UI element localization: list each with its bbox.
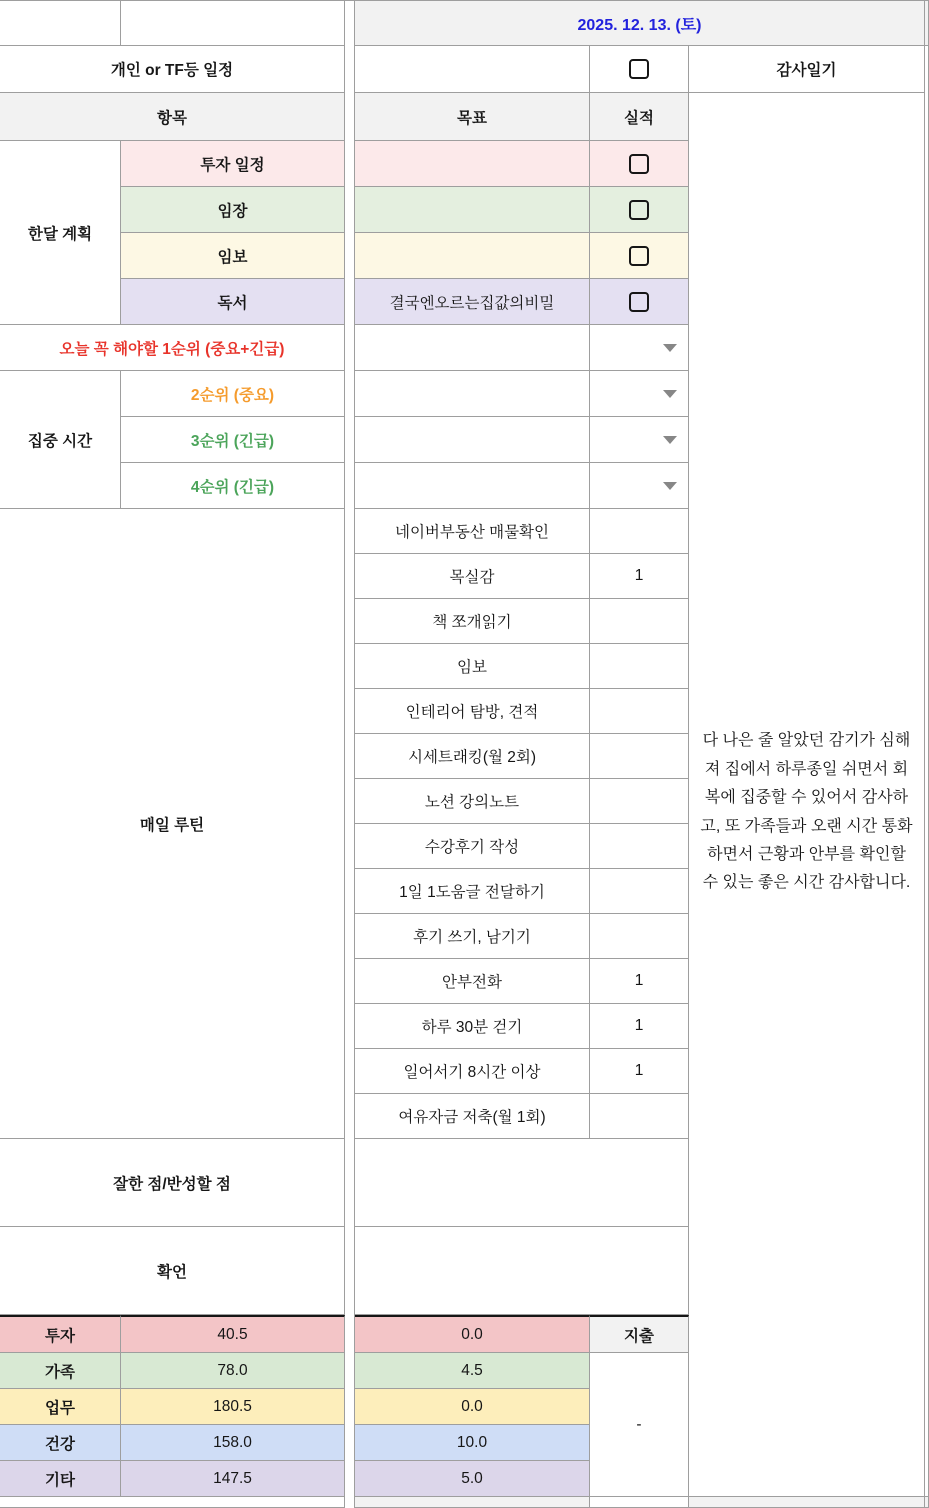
stats-actual-value[interactable]: 0.0 — [355, 1315, 590, 1353]
routine-goal-cell[interactable]: 수강후기 작성 — [355, 824, 590, 869]
chevron-down-icon[interactable] — [663, 482, 677, 490]
month-plan-actual-cell[interactable] — [590, 279, 689, 325]
stats-category-label: 업무 — [0, 1389, 121, 1425]
month-plan-goal-cell[interactable]: 결국엔오르는집값의비밀 — [355, 279, 590, 325]
routine-goal-cell[interactable]: 임보 — [355, 644, 590, 689]
routine-goal-cell[interactable]: 일어서기 8시간 이상 — [355, 1049, 590, 1094]
top-left-empty-cell-2 — [121, 1, 345, 46]
month-plan-actual-cell[interactable] — [590, 187, 689, 233]
focus-goal-cell[interactable] — [355, 371, 590, 417]
routine-goal-cell[interactable]: 안부전화 — [355, 959, 590, 1004]
routine-actual-cell[interactable] — [590, 644, 689, 689]
bottom-partial-goal — [355, 1497, 590, 1508]
month-plan-goal-cell[interactable] — [355, 233, 590, 279]
journal-header-label: 감사일기 — [689, 46, 925, 93]
stats-actual-value[interactable]: 5.0 — [355, 1461, 590, 1497]
chevron-down-icon[interactable] — [663, 344, 677, 352]
schedule-goal-cell[interactable] — [355, 46, 590, 93]
stats-category-label: 건강 — [0, 1425, 121, 1461]
stats-actual-value[interactable]: 4.5 — [355, 1353, 590, 1389]
priority1-goal-cell[interactable] — [355, 325, 590, 371]
routine-actual-cell[interactable] — [590, 824, 689, 869]
stats-goal-value[interactable]: 78.0 — [121, 1353, 345, 1389]
schedule-label: 개인 or TF등 일정 — [0, 46, 345, 93]
month-plan-goal-cell[interactable] — [355, 187, 590, 233]
stats-goal-value[interactable]: 158.0 — [121, 1425, 345, 1461]
bottom-partial-actual — [590, 1497, 689, 1508]
priority-actual-dropdown-cell[interactable] — [590, 417, 689, 463]
priority1-label: 오늘 꼭 해야할 1순위 (중요+긴급) — [0, 325, 345, 371]
focus-priority-label: 2순위 (중요) — [121, 371, 345, 417]
month-plan-actual-cell[interactable] — [590, 141, 689, 187]
routine-actual-cell[interactable] — [590, 1094, 689, 1139]
affirmation-content-cell[interactable] — [355, 1227, 689, 1315]
header-goal: 목표 — [355, 93, 590, 141]
routine-goal-cell[interactable]: 목실감 — [355, 554, 590, 599]
stats-goal-value[interactable]: 147.5 — [121, 1461, 345, 1497]
routine-goal-cell[interactable]: 책 쪼개읽기 — [355, 599, 590, 644]
chevron-down-icon[interactable] — [663, 390, 677, 398]
top-left-empty-cell — [0, 1, 121, 46]
stats-goal-value[interactable]: 40.5 — [121, 1315, 345, 1353]
routine-actual-cell[interactable] — [590, 734, 689, 779]
focus-priority-label: 4순위 (긴급) — [121, 463, 345, 509]
checkbox-icon[interactable] — [629, 246, 649, 266]
month-plan-item-label: 독서 — [121, 279, 345, 325]
routine-actual-cell[interactable] — [590, 779, 689, 824]
daily-routine-label: 매일 루틴 — [0, 509, 345, 1139]
month-plan-goal-cell[interactable] — [355, 141, 590, 187]
expense-header: 지출 — [590, 1315, 689, 1353]
header-actual: 실적 — [590, 93, 689, 141]
schedule-actual-cell — [590, 46, 689, 93]
focus-time-label: 집중 시간 — [0, 371, 121, 509]
frozen-pane-divider — [345, 1, 355, 1508]
stats-category-label: 투자 — [0, 1315, 121, 1353]
routine-goal-cell[interactable]: 노션 강의노트 — [355, 779, 590, 824]
stats-goal-value[interactable]: 180.5 — [121, 1389, 345, 1425]
date-header: 2025. 12. 13. (토) — [355, 1, 925, 46]
routine-goal-cell[interactable]: 시세트래킹(월 2회) — [355, 734, 590, 779]
stats-category-label: 가족 — [0, 1353, 121, 1389]
focus-priority-label: 3순위 (긴급) — [121, 417, 345, 463]
chevron-down-icon[interactable] — [663, 436, 677, 444]
month-plan-actual-cell[interactable] — [590, 233, 689, 279]
routine-goal-cell[interactable]: 여유자금 저축(월 1회) — [355, 1094, 590, 1139]
routine-goal-cell[interactable]: 1일 1도움글 전달하기 — [355, 869, 590, 914]
routine-actual-cell[interactable]: 1 — [590, 554, 689, 599]
review-content-cell[interactable] — [355, 1139, 689, 1227]
routine-actual-cell[interactable] — [590, 914, 689, 959]
stats-actual-value[interactable]: 10.0 — [355, 1425, 590, 1461]
priority-actual-dropdown-cell[interactable] — [590, 371, 689, 417]
focus-goal-cell[interactable] — [355, 417, 590, 463]
month-plan-item-label: 투자 일정 — [121, 141, 345, 187]
routine-actual-cell[interactable]: 1 — [590, 1049, 689, 1094]
routine-actual-cell[interactable]: 1 — [590, 1004, 689, 1049]
routine-goal-cell[interactable]: 인테리어 탐방, 견적 — [355, 689, 590, 734]
routine-actual-cell[interactable] — [590, 509, 689, 554]
routine-goal-cell[interactable]: 후기 쓰기, 남기기 — [355, 914, 590, 959]
date-header-edge — [925, 1, 929, 46]
routine-goal-cell[interactable]: 네이버부동산 매물확인 — [355, 509, 590, 554]
right-edge-column — [925, 46, 929, 1497]
month-plan-item-label: 임보 — [121, 233, 345, 279]
focus-goal-cell[interactable] — [355, 463, 590, 509]
journal-entry-cell[interactable]: 다 나은 줄 알았던 감기가 심해져 집에서 하루종일 쉬면서 회복에 집중할 수 있어서 감사하고, 또 가족들과 오랜 시간 통화하면서 근황과 안부를 확인할 수 있는 좋은 시간 감사합니다. — [689, 93, 925, 1497]
expense-value-cell[interactable]: - — [590, 1353, 689, 1497]
stats-category-label: 기타 — [0, 1461, 121, 1497]
header-item: 항목 — [0, 93, 345, 141]
checkbox-icon[interactable] — [629, 59, 649, 79]
right-edge-bottom — [925, 1497, 929, 1508]
bottom-partial-journal — [689, 1497, 925, 1508]
review-label: 잘한 점/반성할 점 — [0, 1139, 345, 1227]
checkbox-icon[interactable] — [629, 200, 649, 220]
affirmation-label: 확언 — [0, 1227, 345, 1315]
priority-actual-dropdown-cell[interactable] — [590, 325, 689, 371]
routine-actual-cell[interactable] — [590, 599, 689, 644]
stats-actual-value[interactable]: 0.0 — [355, 1389, 590, 1425]
checkbox-icon[interactable] — [629, 292, 649, 312]
bottom-partial-left — [0, 1497, 345, 1508]
checkbox-icon[interactable] — [629, 154, 649, 174]
routine-actual-cell[interactable] — [590, 689, 689, 734]
priority-actual-dropdown-cell[interactable] — [590, 463, 689, 509]
routine-actual-cell[interactable] — [590, 869, 689, 914]
routine-goal-cell[interactable]: 하루 30분 걷기 — [355, 1004, 590, 1049]
month-plan-item-label: 임장 — [121, 187, 345, 233]
routine-actual-cell[interactable]: 1 — [590, 959, 689, 1004]
month-plan-label: 한달 계획 — [0, 141, 121, 325]
